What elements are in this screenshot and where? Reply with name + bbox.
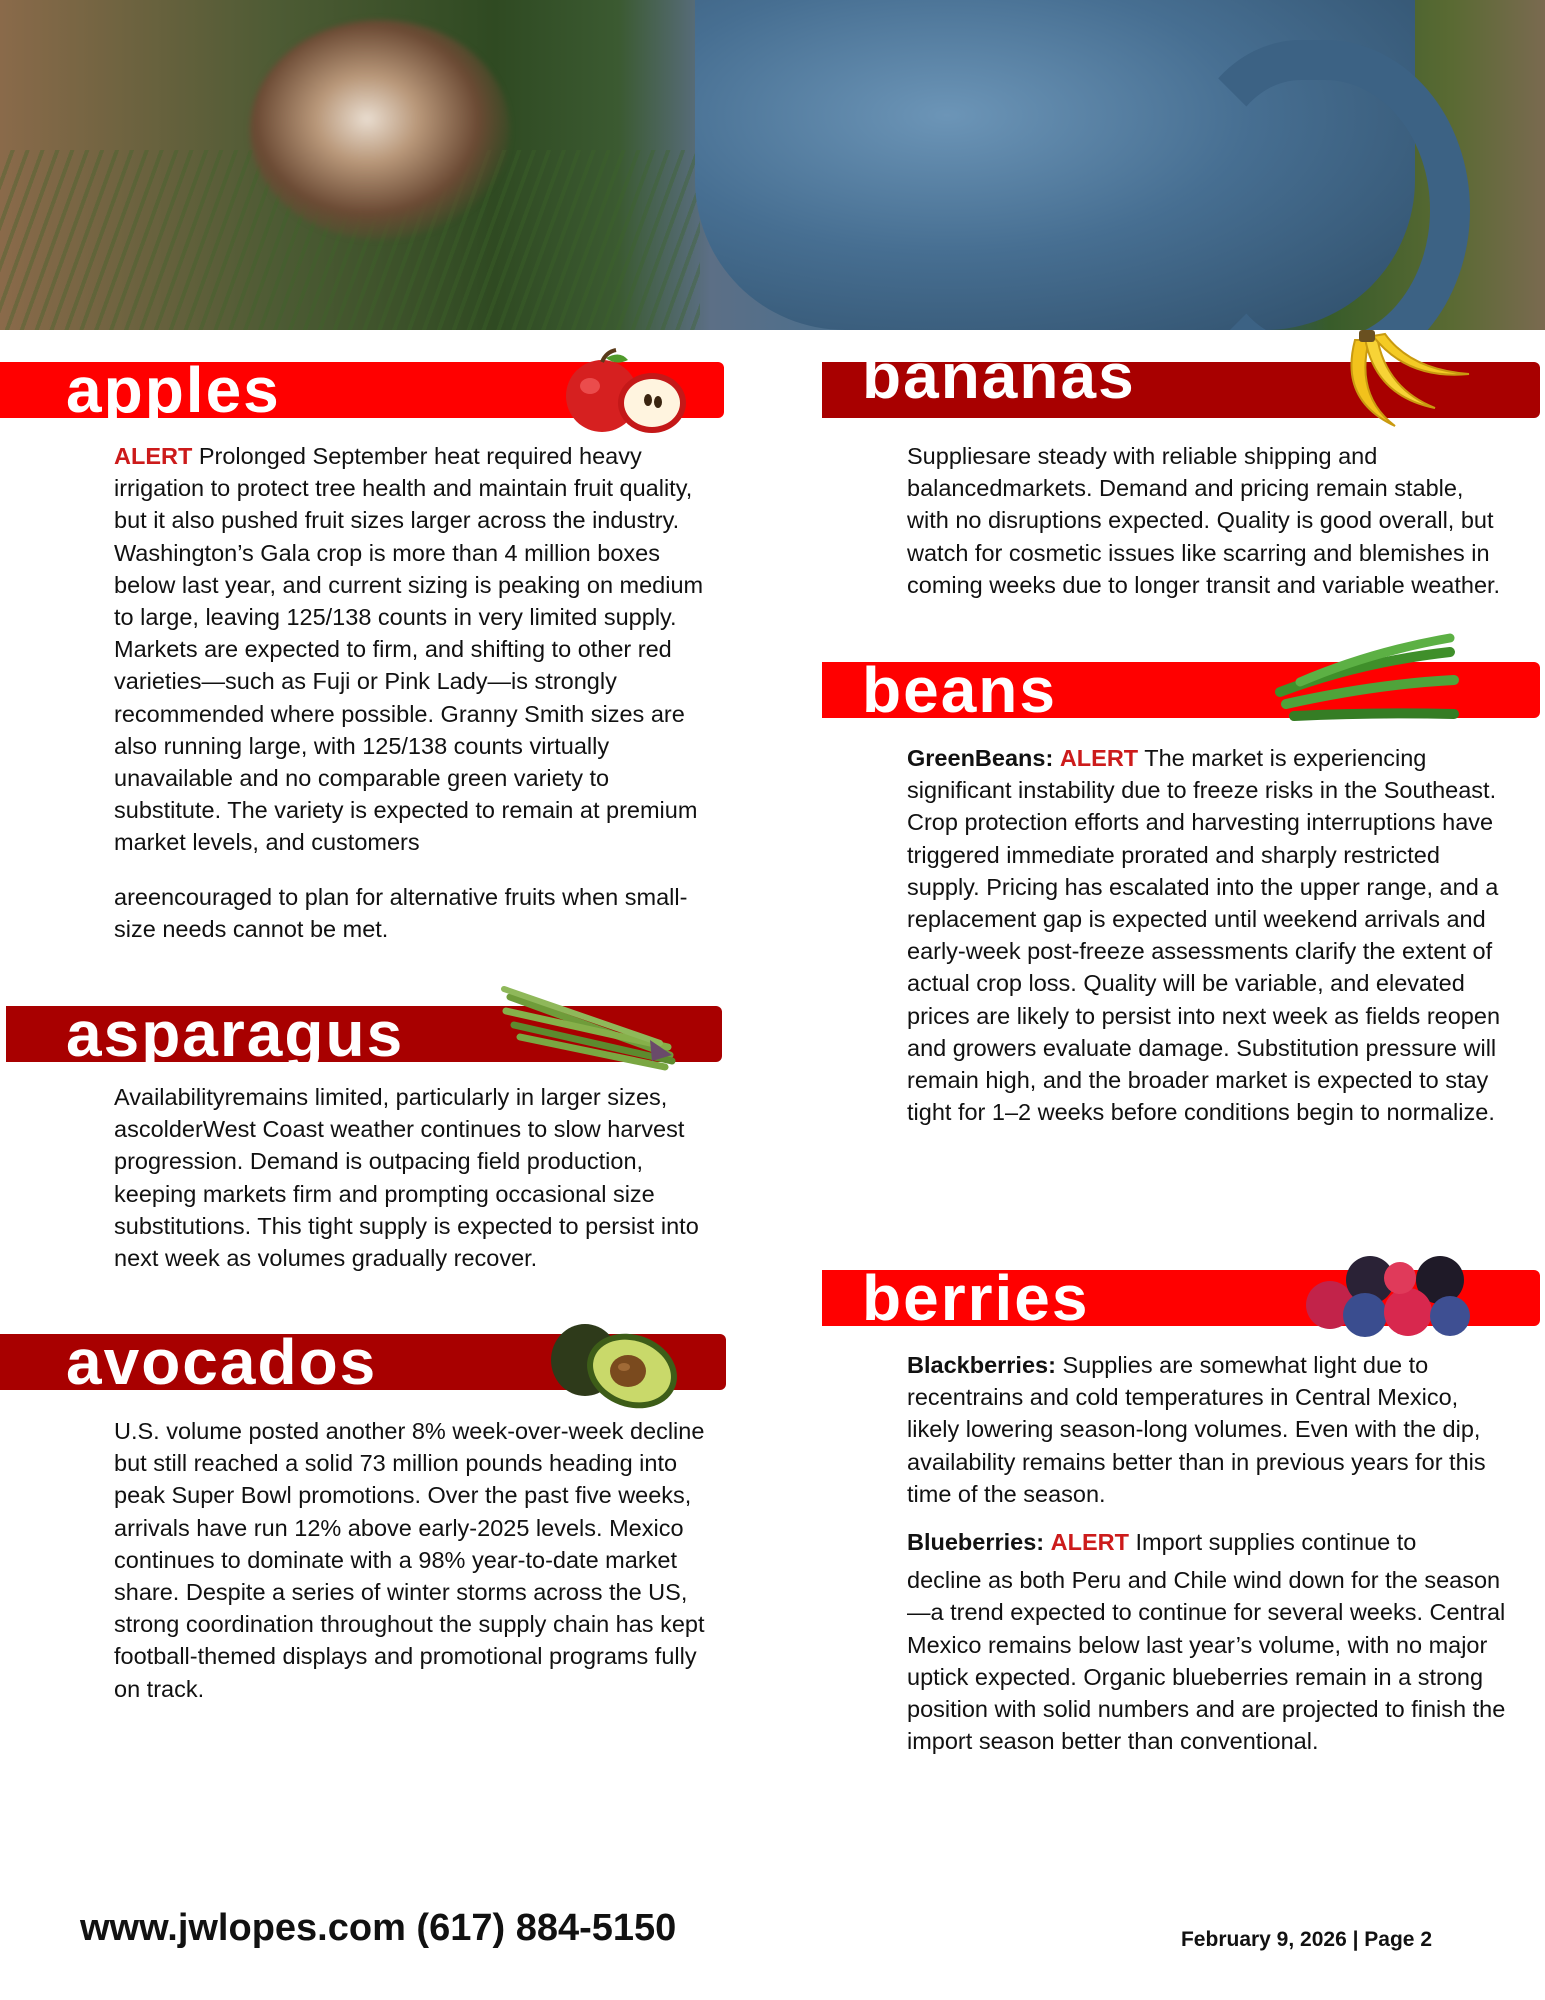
mug-handle-decoration (1180, 40, 1470, 330)
avocados-title: avocados (66, 1326, 378, 1398)
pinecone-decoration (250, 20, 510, 240)
bananas-title: bananas (862, 340, 1136, 412)
green-bean-icon (1270, 632, 1470, 732)
blueberries-line1: Import supplies continue to (1129, 1529, 1417, 1556)
banana-icon (1335, 330, 1475, 435)
berries-icon (1300, 1250, 1475, 1340)
beans-title: beans (862, 654, 1057, 726)
avocados-body: U.S. volume posted another 8% week-over-week decline but still reached a solid 73 million pounds heading into peak Super Bowl promotions. Over the past five weeks, arrivals have run 12% above early-2025 levels. Mexico continues to dominate with a 98% year-to-date market share. Despite a series of winter storms across the US, strong coordination throughout the supply chain has kept football-themed displays and promotional programs fully on track. (114, 1418, 705, 1702)
asparagus-icon (500, 985, 680, 1075)
blackberries-text: Supplies are somewhat light due to recentrains and cold temperatures in Central Mexico, likely lowering season-long volumes. Even with the dip, availability remains better than in previous years for this time of the season. (907, 1352, 1486, 1507)
blueberries-text: decline as both Peru and Chile wind down for the season—a trend expected to continue for several weeks. Central Mexico remains below last year’s volume, with no major uptick expected. Organic blueberries remain in a strong position with solid numbers and are projected to finish the import season better than conventional. (907, 1567, 1506, 1755)
footer-contact: www.jwlopes.com (617) 884-5150 (80, 1907, 677, 1949)
apples-para2: areencouraged to plan for alternative fruits when small-size needs cannot be met. (114, 883, 688, 942)
apples-alert: ALERT (114, 443, 193, 469)
avocado-icon (540, 1315, 690, 1415)
beans-alert: ALERT (1059, 745, 1139, 771)
blueberries-alert: ALERT (1050, 1529, 1129, 1556)
header-photo (0, 0, 1545, 330)
berries-title: berries (862, 1262, 1090, 1334)
apples-para1: Prolonged September heat required heavy irrigation to protect tree health and maintain fruit quality, but it also pushed fruit sizes larger across the industry. Washington’s Gala crop is more than 4 million boxes below last year, and current sizing is peaking on medium to large, leaving 125/138 counts in very limited supply. Markets are expected to firm, and shifting to other red varieties—such as Fuji or Pink Lady—is strongly recommended where possible. Granny Smith sizes are also running large, with 125/138 counts virtually unavailable and no comparable green variety to substitute. The variety is expected to remain at premium market levels, and customers (114, 443, 704, 856)
asparagus-body: Availabilityremains limited, particularly in larger sizes, ascolderWest Coast weather continues to slow harvest progression. Demand is outpacing field production, keeping markets firm and prompting occasional size substitutions. This tight supply is expected to persist into next week as volumes gradually recover. (114, 1084, 699, 1272)
blackberries-label: Blackberries: (907, 1352, 1056, 1378)
blueberries-label: Blueberries: (907, 1529, 1045, 1556)
beans-label: GreenBeans: (907, 745, 1054, 771)
berries-body (907, 1349, 1507, 1757)
asparagus-title: asparagus (66, 998, 405, 1070)
beans-body (907, 742, 1507, 1128)
beans-text: The market is experiencing significant instability due to freeze risks in the Southeast. Crop protection efforts and harvesting interruptions have triggered immediate prorated and sharply restricted supply. Pricing has escalated into the upper range, and a replacement gap is expected until weekend arrivals and early-week post-freeze assessments clarify the extent of actual crop loss. Quality will be variable, and elevated prices are likely to persist into next week as fields reopen and growers evaluate damage. Substitution pressure will remain high, and the broader market is expected to stay tight for 1–2 weeks before conditions begin to normalize. (907, 745, 1501, 1126)
apple-icon (560, 348, 695, 438)
apples-title: apples (66, 354, 281, 426)
bananas-body: Suppliesare steady with reliable shipping and balancedmarkets. Demand and pricing remain stable, with no disruptions expected. Quality is good overall, but watch for cosmetic issues like scarring and blemishes in coming weeks due to longer transit and variable weather. (907, 443, 1501, 598)
footer-date-page: February 9, 2026 | Page 2 (1180, 1928, 1432, 1951)
apples-body (114, 440, 704, 945)
